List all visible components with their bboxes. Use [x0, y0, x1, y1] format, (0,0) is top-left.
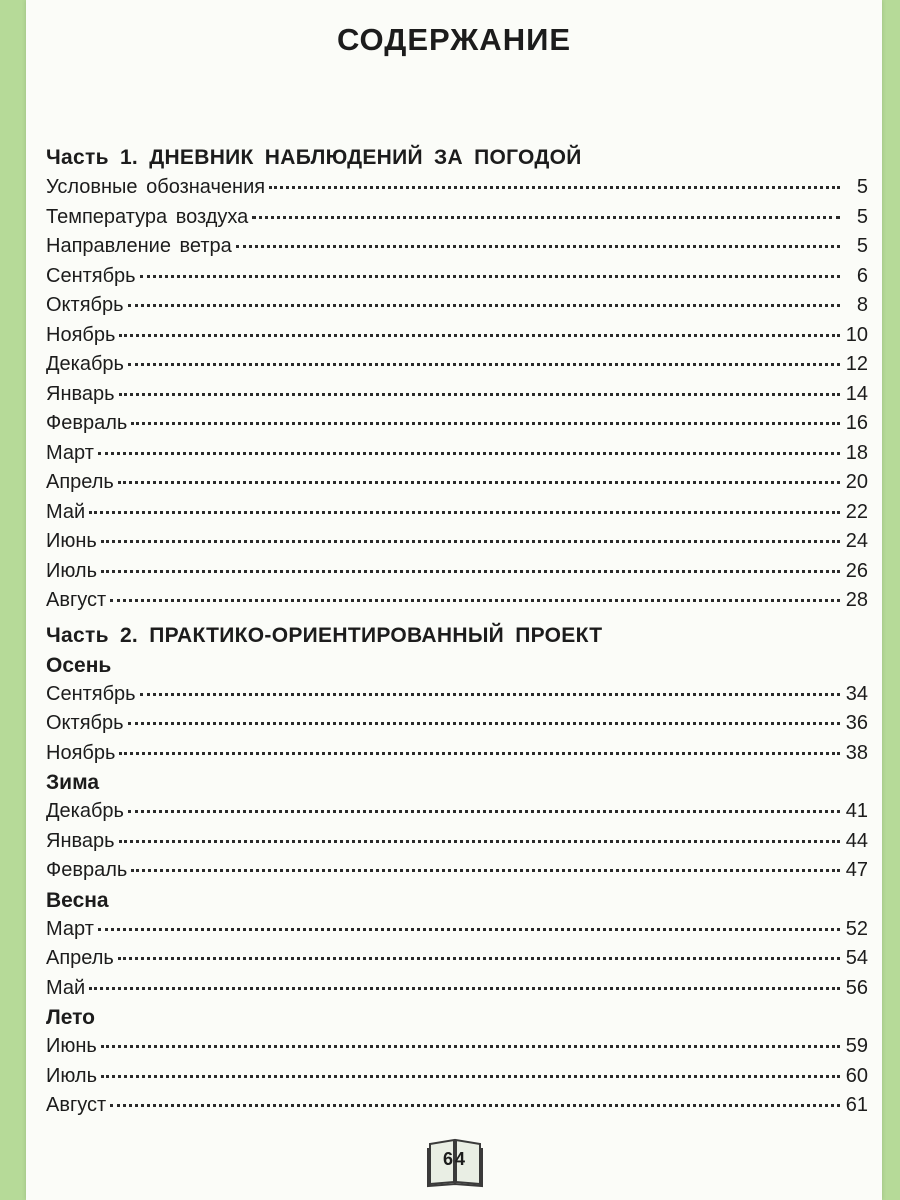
toc-entry-label: Март	[46, 441, 94, 464]
dot-leader	[119, 752, 839, 755]
toc-entry-label: Условные обозначения	[46, 176, 266, 198]
dot-leader	[140, 275, 840, 278]
dot-leader	[98, 928, 840, 931]
toc-entry-label: Август	[46, 589, 107, 611]
dot-leader	[128, 722, 840, 725]
toc-entry-label: Июнь	[46, 1035, 97, 1057]
toc-entry-label: Декабрь	[46, 800, 124, 822]
toc-entry-label: Июль	[46, 559, 98, 582]
toc-entry-label: Июнь	[46, 530, 97, 552]
dot-leader	[269, 186, 840, 189]
toc-entry	[46, 827, 868, 857]
toc-entry-page: 5	[856, 205, 868, 228]
toc-entry-page: 47	[845, 859, 868, 881]
toc-entry-label: Май	[46, 976, 86, 999]
page-number-badge	[426, 1136, 484, 1188]
toc-entry	[46, 350, 868, 380]
toc-entry-label: Октябрь	[46, 712, 124, 734]
toc-entry-page: 61	[845, 1094, 868, 1116]
page-title: СОДЕРЖАНИЕ	[336, 22, 572, 57]
document-page	[26, 0, 882, 1200]
toc-entry	[46, 291, 868, 321]
toc-entry-label: Май	[46, 500, 86, 523]
dot-leader	[236, 245, 840, 248]
toc-entry	[46, 203, 868, 233]
season-heading: Весна	[46, 888, 109, 912]
dot-leader	[101, 570, 840, 573]
toc-entry-page: 12	[845, 353, 868, 375]
toc-entry-label: Сентябрь	[46, 682, 136, 705]
toc-entry-label: Сентябрь	[46, 264, 136, 287]
toc-entry	[46, 498, 868, 528]
toc-entry-page: 34	[845, 682, 868, 705]
toc-entry-label: Февраль	[46, 859, 128, 881]
dot-leader	[119, 393, 840, 396]
toc-entry	[46, 1032, 868, 1062]
toc-entry	[46, 797, 868, 827]
toc-entry-page: 10	[845, 323, 868, 346]
toc-entry-page: 16	[845, 412, 868, 434]
season-heading: Осень	[46, 653, 112, 677]
toc-entry	[46, 709, 868, 739]
toc-entry-page: 44	[845, 829, 868, 852]
toc-entry-page: 20	[845, 471, 868, 493]
toc-entry	[46, 173, 868, 203]
toc-entry	[46, 1062, 868, 1092]
dot-leader	[110, 1104, 840, 1107]
dot-leader	[101, 1045, 840, 1048]
dot-leader	[98, 452, 840, 455]
toc-entry-label: Октябрь	[46, 294, 124, 316]
toc-entry	[46, 915, 868, 945]
toc-entry	[46, 974, 868, 1004]
toc-entry	[46, 856, 868, 886]
season-heading: Зима	[46, 771, 100, 794]
toc-entry-page: 52	[845, 917, 868, 940]
toc-entry-label: Температура воздуха	[46, 205, 249, 228]
toc-entry-page: 18	[845, 441, 868, 464]
toc-entry	[46, 680, 868, 710]
toc-entry-page: 59	[845, 1035, 868, 1057]
page-number: 64	[442, 1149, 468, 1169]
toc-entry-page: 28	[845, 589, 868, 611]
toc-entry	[46, 262, 868, 292]
dot-leader	[110, 599, 840, 602]
toc-entry	[46, 439, 868, 469]
toc-entry-label: Январь	[46, 382, 115, 405]
toc-entry-page: 22	[845, 500, 868, 523]
toc-entry-page: 41	[845, 800, 868, 822]
toc-entry	[46, 1091, 868, 1121]
dot-leader	[131, 422, 839, 425]
toc-entry	[46, 380, 868, 410]
toc-entry-page: 5	[856, 235, 868, 257]
dot-leader	[101, 1075, 840, 1078]
dot-leader	[140, 693, 840, 696]
toc-entry-label: Декабрь	[46, 353, 124, 375]
toc-entry	[46, 586, 868, 616]
toc-entry-page: 54	[845, 947, 868, 969]
dot-leader	[119, 334, 839, 337]
toc-entry	[46, 232, 868, 262]
dot-leader	[89, 511, 840, 514]
toc-entry	[46, 739, 868, 769]
toc-entry-page: 8	[856, 294, 868, 316]
toc-entry-label: Февраль	[46, 412, 128, 434]
toc-entry-page: 60	[845, 1064, 868, 1087]
toc-entry-page: 36	[845, 712, 868, 734]
toc-entry-page: 6	[856, 264, 868, 287]
season-heading: Лето	[46, 1006, 95, 1029]
dot-leader	[101, 540, 840, 543]
toc-entry-page: 56	[845, 976, 868, 999]
toc-entry	[46, 468, 868, 498]
dot-leader	[118, 957, 840, 960]
toc-entry	[46, 944, 868, 974]
dot-leader	[128, 363, 840, 366]
dot-leader	[89, 987, 840, 990]
toc-entry-label: Март	[46, 917, 94, 940]
toc-entry-label: Январь	[46, 829, 115, 852]
toc-entry-page: 38	[845, 741, 868, 764]
toc-entry-label: Июль	[46, 1064, 98, 1087]
toc-entry	[46, 409, 868, 439]
toc-entry	[46, 557, 868, 587]
toc-entry-page: 24	[845, 530, 868, 552]
toc-entry-page: 5	[856, 176, 868, 198]
dot-leader	[118, 481, 840, 484]
toc-entry-label: Направление ветра	[46, 235, 232, 257]
dot-leader	[131, 869, 839, 872]
toc-entry-page: 14	[845, 382, 868, 405]
toc-entry-page: 26	[845, 559, 868, 582]
toc-entry-label: Август	[46, 1094, 107, 1116]
toc-entry-label: Ноябрь	[46, 323, 116, 346]
part-1-heading: Часть 1. ДНЕВНИК НАБЛЮДЕНИЙ ЗА ПОГОДОЙ	[46, 146, 582, 169]
table-of-contents	[46, 142, 868, 1121]
dot-leader	[119, 840, 840, 843]
toc-entry-label: Апрель	[46, 471, 114, 493]
dot-leader	[128, 810, 840, 813]
toc-entry-label: Апрель	[46, 947, 114, 969]
toc-entry	[46, 527, 868, 557]
dot-leader	[128, 304, 840, 307]
dot-leader	[252, 216, 840, 219]
part-2-heading: Часть 2. ПРАКТИКО-ОРИЕНТИРОВАННЫЙ ПРОЕКТ	[46, 623, 603, 647]
toc-entry	[46, 321, 868, 351]
toc-entry-label: Ноябрь	[46, 741, 116, 764]
